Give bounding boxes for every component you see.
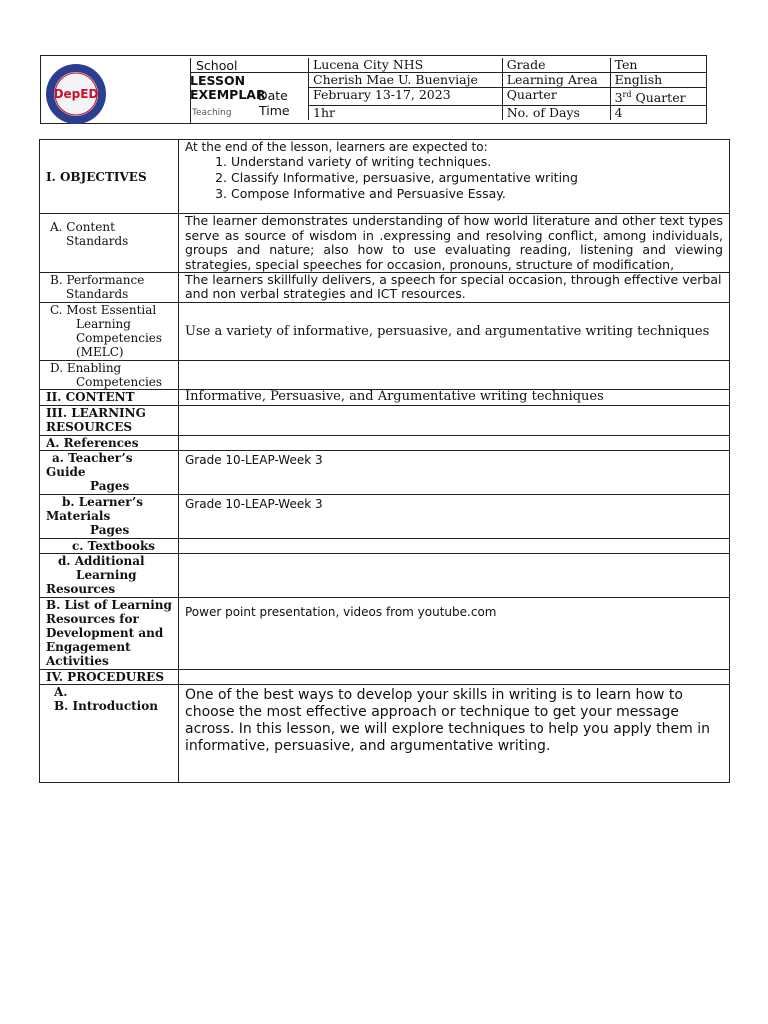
procedures-label: IV. PROCEDURES — [40, 670, 179, 685]
time-label: Time — [259, 103, 290, 118]
enabling-row — [40, 361, 730, 390]
content-standards-label-b: Standards — [66, 234, 129, 248]
procedures-value — [179, 670, 730, 685]
grade-label: Grade — [502, 58, 610, 73]
learners-materials-label-3: Pages — [90, 523, 130, 537]
teachers-guide-label-1: a. Teacher’s — [52, 451, 133, 465]
header-row — [309, 88, 708, 106]
content-standards-text: The learner demonstrates understanding of how world literature and other text types serve as source of wisdom in .expressing and resolving conflict, among individuals, groups and nature; also how to use evaluating reading, listening and viewing strategies, special speeches for occasion, pronouns, structure of modification, — [179, 214, 730, 273]
objectives-list — [185, 154, 723, 202]
learners-materials-value: Grade 10-LEAP-Week 3 — [179, 495, 730, 539]
list-resources-label-3: Development and — [46, 626, 164, 640]
textbooks-label-text: c. Textbooks — [72, 539, 156, 553]
enabling-label — [40, 361, 179, 390]
enabling-text — [179, 361, 730, 390]
procedures-b-label: B. Introduction — [54, 699, 158, 713]
objectives-intro: At the end of the lesson, learners are expected to: — [185, 140, 488, 154]
content-standards-label — [40, 214, 179, 273]
date-label: Date — [258, 88, 288, 103]
content-text: Informative, Persuasive, and Argumentative writing techniques — [179, 390, 730, 406]
grade-value: Ten — [610, 58, 707, 73]
teachers-guide-label-2: Guide — [46, 465, 86, 479]
deped-seal-logo — [44, 62, 108, 126]
list-resources-label-1: B. List of Learning — [46, 598, 172, 612]
logo-text: DepED — [53, 87, 99, 101]
performance-standards-label-b: Standards — [66, 287, 129, 301]
list-resources-value: Power point presentation, videos from youtube.com — [179, 598, 730, 670]
teachers-guide-label-3: Pages — [90, 479, 130, 493]
melc-label-1: C. Most Essential — [50, 303, 157, 317]
additional-resources-label-3: Resources — [46, 582, 116, 596]
list-resources-label-2: Resources for — [46, 612, 139, 626]
learning-area-label: Learning Area — [502, 73, 610, 88]
textbooks-value — [179, 539, 730, 554]
introduction-label — [40, 685, 179, 783]
lesson-label-line2: EXEMPLAR — [190, 87, 266, 102]
additional-resources-value — [179, 554, 730, 598]
performance-standards-label — [40, 273, 179, 303]
content-standards-row — [40, 214, 730, 273]
learners-materials-label — [40, 495, 179, 539]
performance-standards-text: The learners skillfully delivers, a speech for special occasion, through effective verbal and non verbal strategies and ICT resources. — [179, 273, 730, 303]
school-value: Lucena City NHS — [309, 58, 503, 73]
days-label: No. of Days — [502, 106, 610, 121]
procedures-row — [40, 670, 730, 685]
melc-label-2: Learning — [76, 317, 131, 331]
content-row — [40, 390, 730, 406]
quarter-label: Quarter — [502, 88, 610, 106]
performance-standards-label-a: B. Performance — [50, 273, 145, 287]
learning-resources-label — [40, 406, 179, 436]
additional-resources-row — [40, 554, 730, 598]
learning-resources-row — [40, 406, 730, 436]
references-value — [179, 436, 730, 451]
header-row — [309, 106, 708, 121]
header-row — [309, 58, 708, 73]
learners-materials-label-2: Materials — [46, 509, 111, 523]
teachers-guide-label — [40, 451, 179, 495]
days-value: 4 — [610, 106, 707, 121]
learners-materials-row — [40, 495, 730, 539]
list-resources-label-5: Activities — [46, 654, 109, 668]
objective-item: 2. Classify Informative, persuasive, argumentative writing — [231, 170, 723, 186]
quarter-value — [610, 88, 707, 106]
learning-resources-label-1: III. LEARNING — [46, 406, 146, 420]
melc-label-3: Competencies — [76, 331, 163, 345]
additional-resources-label-1: d. Additional — [58, 554, 145, 568]
list-resources-label-4: Engagement — [46, 640, 131, 654]
introduction-text: One of the best ways to develop your skills in writing is to learn how to choose the most effective approach or technique to get your message across. In this lesson, we will explore techniques to help you apply them in informative, persuasive, and argumentative writing. — [179, 685, 730, 783]
learning-resources-value — [179, 406, 730, 436]
objectives-cell — [179, 140, 730, 214]
content-standards-label-a: A. Content — [50, 220, 115, 234]
enabling-label-1: D. Enabling — [50, 361, 122, 375]
lesson-label-line1: LESSON — [190, 73, 246, 88]
date-value: February 13-17, 2023 — [309, 88, 503, 106]
school-label: School — [196, 58, 238, 73]
performance-standards-row — [40, 273, 730, 303]
additional-resources-label — [40, 554, 179, 598]
list-resources-row — [40, 598, 730, 670]
objectives-label: I. OBJECTIVES — [40, 140, 179, 214]
teacher-value: Cherish Mae U. Buenviaje — [309, 73, 503, 88]
learning-area-value: English — [610, 73, 707, 88]
melc-label — [40, 303, 179, 361]
objective-item: 1. Understand variety of writing techniques. — [231, 154, 723, 170]
quarter-num: 3 — [614, 90, 623, 106]
list-resources-label — [40, 598, 179, 670]
lesson-plan-table — [39, 139, 730, 783]
melc-text: Use a variety of informative, persuasive, and argumentative writing techniques — [179, 303, 730, 361]
lesson-exemplar-title — [190, 74, 266, 102]
teachers-guide-row — [40, 451, 730, 495]
quarter-suffix: rd — [622, 90, 632, 99]
references-row — [40, 436, 730, 451]
teaching-label: Teaching — [192, 108, 232, 118]
quarter-word: Quarter — [631, 90, 686, 106]
introduction-row — [40, 685, 730, 783]
additional-resources-label-2: Learning — [76, 568, 137, 582]
enabling-label-2: Competencies — [76, 375, 163, 389]
header-info-table — [308, 58, 707, 120]
references-label: A. References — [40, 436, 179, 451]
content-label: II. CONTENT — [40, 390, 179, 406]
objectives-row — [40, 140, 730, 214]
textbooks-row — [40, 539, 730, 554]
teachers-guide-value: Grade 10-LEAP-Week 3 — [179, 451, 730, 495]
melc-label-4: (MELC) — [76, 345, 124, 359]
objective-item: 3. Compose Informative and Persuasive Essay. — [231, 186, 723, 202]
procedures-a-label: A. — [54, 685, 68, 699]
melc-row — [40, 303, 730, 361]
textbooks-label — [40, 539, 179, 554]
header-row — [309, 73, 708, 88]
learning-resources-label-2: RESOURCES — [46, 420, 133, 434]
time-value: 1hr — [309, 106, 503, 121]
learners-materials-label-1: b. Learner’s — [62, 495, 143, 509]
